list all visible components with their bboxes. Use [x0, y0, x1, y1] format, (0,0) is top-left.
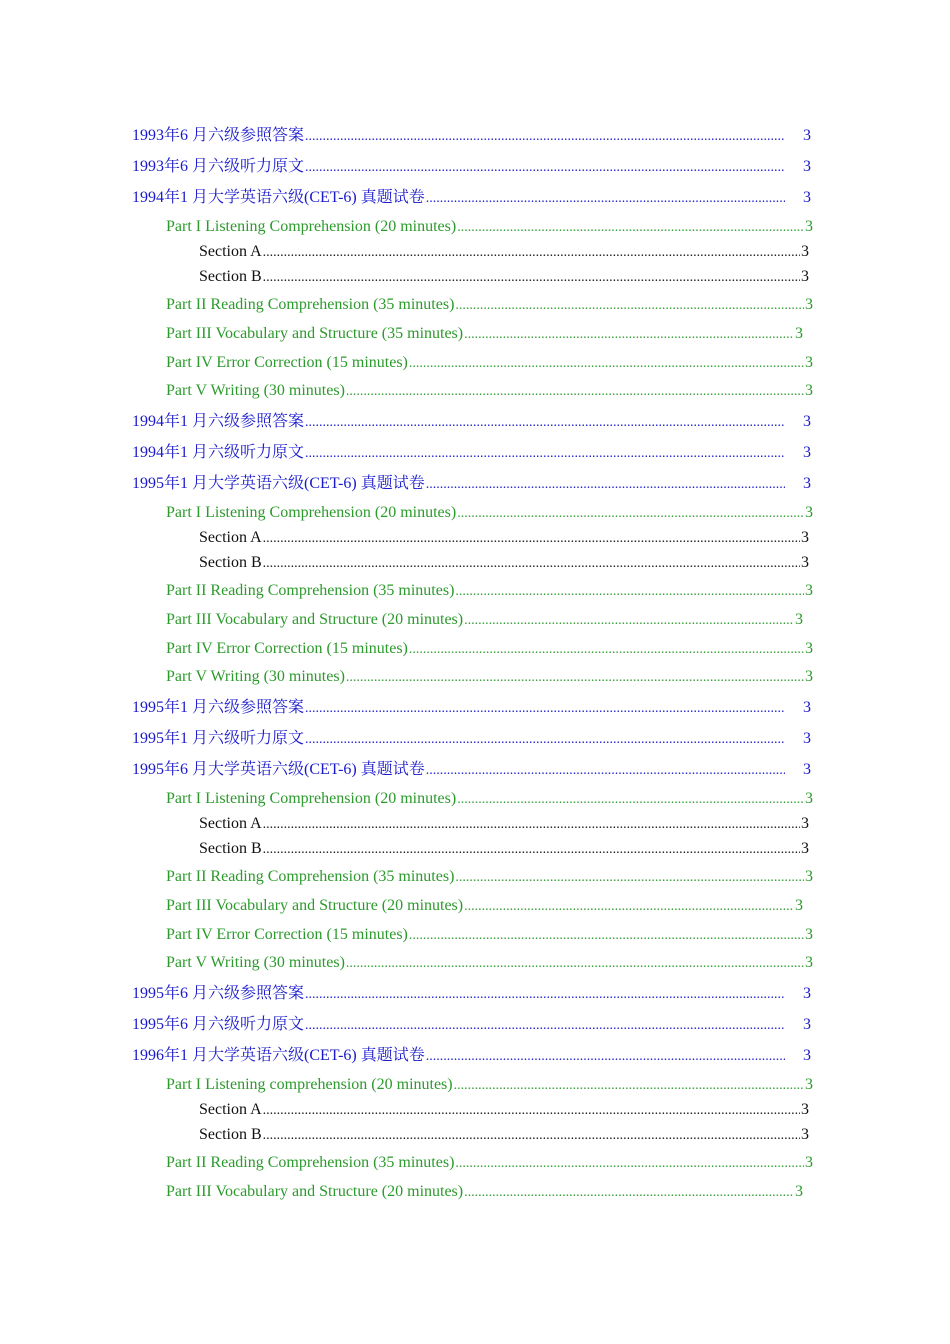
toc-entry-level-2[interactable] [166, 502, 813, 525]
toc-entry-page-number: 3 [803, 985, 811, 1002]
toc-entry-level-2[interactable] [166, 294, 813, 317]
toc-entry-page-number: 3 [803, 158, 811, 175]
toc-dot-leader [263, 267, 800, 289]
toc-entry-page-number: 3 [801, 243, 809, 260]
toc-entry-page-number: 3 [803, 189, 811, 206]
toc-entry-level-2[interactable] [166, 866, 813, 889]
toc-dot-leader [457, 789, 804, 811]
toc-dot-leader [409, 639, 804, 661]
toc-entry-level-2[interactable] [166, 323, 803, 346]
toc-dot-leader [464, 610, 794, 632]
toc-entry-title: Part V Writing (30 minutes) [166, 668, 345, 685]
toc-entry-level-3[interactable] [199, 1124, 809, 1147]
toc-entry-page-number: 3 [795, 1183, 803, 1200]
toc-dot-leader [426, 474, 785, 496]
toc-entry-title: Part IV Error Correction (15 minutes) [166, 926, 408, 943]
toc-entry-title: Part III Vocabulary and Structure (20 minutes) [166, 1183, 464, 1200]
toc-entry-level-2[interactable] [166, 216, 813, 239]
toc-entry-title: Part IV Error Correction (15 minutes) [166, 640, 408, 657]
toc-dot-leader [305, 412, 785, 434]
toc-entry-title: Section B [199, 840, 262, 857]
toc-entry-level-2[interactable] [166, 1074, 813, 1097]
toc-entry-title: Part IV Error Correction (15 minutes) [166, 354, 408, 371]
toc-entry-page-number: 3 [801, 529, 809, 546]
toc-entry-title: 1995年1 月大学英语六级(CET-6) 真题试卷 [132, 475, 425, 492]
toc-entry-page-number: 3 [805, 218, 813, 235]
toc-entry-page-number: 3 [795, 897, 803, 914]
toc-dot-leader [455, 867, 804, 889]
toc-dot-leader [455, 1153, 804, 1175]
toc-entry-page-number: 3 [805, 640, 813, 657]
toc-entry-page-number: 3 [805, 504, 813, 521]
toc-entry-page-number: 3 [801, 1126, 809, 1143]
toc-entry-title: Section B [199, 554, 262, 571]
toc-entry-level-3[interactable] [199, 527, 809, 550]
toc-dot-leader [263, 1100, 800, 1122]
toc-dot-leader [426, 1046, 785, 1068]
toc-entry-level-1[interactable] [132, 125, 811, 148]
toc-entry-title: Section A [199, 815, 262, 832]
toc-dot-leader [464, 324, 794, 346]
toc-entry-page-number: 3 [805, 354, 813, 371]
toc-entry-level-3[interactable] [199, 552, 809, 575]
toc-entry-page-number: 3 [795, 611, 803, 628]
toc-entry-title: 1994年1 月大学英语六级(CET-6) 真题试卷 [132, 189, 425, 206]
toc-entry-page-number: 3 [801, 268, 809, 285]
toc-dot-leader [263, 553, 800, 575]
toc-entry-title: 1994年1 月六级听力原文 [132, 444, 305, 461]
toc-dot-leader [426, 188, 785, 210]
toc-entry-page-number: 3 [803, 730, 811, 747]
toc-dot-leader [263, 839, 800, 861]
toc-dot-leader [305, 1015, 785, 1037]
toc-dot-leader [426, 760, 785, 782]
toc-entry-title: 1995年6 月六级参照答案 [132, 985, 305, 1002]
toc-dot-leader [454, 1075, 804, 1097]
toc-entry-level-2[interactable] [166, 1152, 813, 1175]
toc-entry-title: 1995年1 月六级听力原文 [132, 730, 305, 747]
toc-entry-level-2[interactable] [166, 924, 813, 947]
toc-dot-leader [464, 1182, 794, 1204]
toc-entry-page-number: 3 [803, 1016, 811, 1033]
toc-entry-title: Part I Listening Comprehension (20 minutes) [166, 218, 457, 235]
toc-entry-title: Part II Reading Comprehension (35 minutes) [166, 868, 455, 885]
toc-entry-title: Section B [199, 268, 262, 285]
toc-entry-level-2[interactable] [166, 952, 813, 975]
toc-entry-title: 1995年6 月六级听力原文 [132, 1016, 305, 1033]
toc-dot-leader [263, 528, 800, 550]
toc-entry-page-number: 3 [801, 1101, 809, 1118]
toc-entry-level-3[interactable] [199, 813, 809, 836]
toc-entry-title: Section A [199, 243, 262, 260]
toc-entry-page-number: 3 [805, 926, 813, 943]
toc-dot-leader [457, 503, 804, 525]
toc-entry-page-number: 3 [803, 1047, 811, 1064]
toc-entry-page-number: 3 [803, 699, 811, 716]
toc-dot-leader [305, 698, 785, 720]
toc-dot-leader [346, 381, 804, 403]
toc-entry-title: 1995年6 月大学英语六级(CET-6) 真题试卷 [132, 761, 425, 778]
toc-entry-page-number: 3 [803, 475, 811, 492]
toc-dot-leader [409, 925, 804, 947]
toc-entry-level-3[interactable] [199, 1099, 809, 1122]
toc-entry-page-number: 3 [803, 413, 811, 430]
toc-entry-level-1[interactable] [132, 759, 811, 782]
toc-entry-title: Part I Listening Comprehension (20 minutes) [166, 504, 457, 521]
toc-entry-page-number: 3 [805, 668, 813, 685]
toc-entry-level-1[interactable] [132, 187, 811, 210]
toc-dot-leader [455, 295, 804, 317]
toc-entry-level-1[interactable] [132, 473, 811, 496]
toc-entry-level-2[interactable] [166, 609, 803, 632]
toc-entry-level-2[interactable] [166, 788, 813, 811]
toc-entry-title: Part I Listening comprehension (20 minutes) [166, 1076, 453, 1093]
toc-dot-leader [409, 353, 804, 375]
toc-entry-page-number: 3 [805, 582, 813, 599]
toc-entry-level-2[interactable] [166, 895, 803, 918]
toc-entry-title: Part V Writing (30 minutes) [166, 382, 345, 399]
toc-entry-title: Part I Listening Comprehension (20 minutes) [166, 790, 457, 807]
toc-entry-page-number: 3 [803, 127, 811, 144]
toc-entry-level-2[interactable] [166, 1181, 803, 1204]
toc-entry-page-number: 3 [803, 444, 811, 461]
toc-entry-level-3[interactable] [199, 266, 809, 289]
toc-entry-level-1[interactable] [132, 442, 811, 465]
toc-entry-title: 1993年6 月六级听力原文 [132, 158, 305, 175]
toc-dot-leader [455, 581, 804, 603]
toc-dot-leader [263, 1125, 800, 1147]
toc-dot-leader [346, 953, 804, 975]
toc-entry-page-number: 3 [801, 554, 809, 571]
toc-entry-title: Part II Reading Comprehension (35 minutes) [166, 582, 455, 599]
toc-entry-level-2[interactable] [166, 352, 813, 375]
toc-entry-title: Section A [199, 529, 262, 546]
toc-entry-title: Part V Writing (30 minutes) [166, 954, 345, 971]
toc-entry-title: Part III Vocabulary and Structure (20 minutes) [166, 897, 464, 914]
toc-entry-level-2[interactable] [166, 580, 813, 603]
toc-entry-level-3[interactable] [199, 838, 809, 861]
toc-entry-level-1[interactable] [132, 156, 811, 179]
toc-entry-page-number: 3 [801, 840, 809, 857]
toc-entry-level-2[interactable] [166, 666, 813, 689]
toc-entry-level-3[interactable] [199, 241, 809, 264]
toc-entry-page-number: 3 [805, 296, 813, 313]
toc-entry-title: 1996年1 月大学英语六级(CET-6) 真题试卷 [132, 1047, 425, 1064]
toc-entry-level-1[interactable] [132, 697, 811, 720]
toc-dot-leader [305, 984, 785, 1006]
toc-entry-title: Part III Vocabulary and Structure (20 minutes) [166, 611, 464, 628]
toc-entry-title: Section A [199, 1101, 262, 1118]
toc-entry-level-1[interactable] [132, 1014, 811, 1037]
toc-entry-level-1[interactable] [132, 1045, 811, 1068]
toc-entry-level-1[interactable] [132, 983, 811, 1006]
toc-entry-page-number: 3 [805, 1076, 813, 1093]
toc-entry-title: Part III Vocabulary and Structure (35 minutes) [166, 325, 464, 342]
toc-dot-leader [457, 217, 804, 239]
toc-entry-page-number: 3 [805, 790, 813, 807]
toc-entry-page-number: 3 [803, 761, 811, 778]
toc-entry-level-2[interactable] [166, 638, 813, 661]
toc-entry-page-number: 3 [805, 1154, 813, 1171]
toc-entry-page-number: 3 [795, 325, 803, 342]
toc-entry-page-number: 3 [805, 868, 813, 885]
toc-entry-level-1[interactable] [132, 411, 811, 434]
toc-entry-title: Part II Reading Comprehension (35 minutes) [166, 1154, 455, 1171]
toc-dot-leader [263, 242, 800, 264]
toc-entry-page-number: 3 [805, 954, 813, 971]
toc-entry-page-number: 3 [801, 815, 809, 832]
toc-dot-leader [305, 157, 785, 179]
toc-entry-title: 1993年6 月六级参照答案 [132, 127, 305, 144]
toc-dot-leader [346, 667, 804, 689]
toc-dot-leader [305, 443, 785, 465]
toc-dot-leader [263, 814, 800, 836]
toc-dot-leader [464, 896, 794, 918]
toc-dot-leader [305, 126, 785, 148]
toc-entry-level-2[interactable] [166, 380, 813, 403]
toc-entry-level-1[interactable] [132, 728, 811, 751]
toc-entry-title: Section B [199, 1126, 262, 1143]
toc-entry-page-number: 3 [805, 382, 813, 399]
toc-entry-title: Part II Reading Comprehension (35 minutes) [166, 296, 455, 313]
toc-entry-title: 1994年1 月六级参照答案 [132, 413, 305, 430]
toc-entry-title: 1995年1 月六级参照答案 [132, 699, 305, 716]
toc-dot-leader [305, 729, 785, 751]
